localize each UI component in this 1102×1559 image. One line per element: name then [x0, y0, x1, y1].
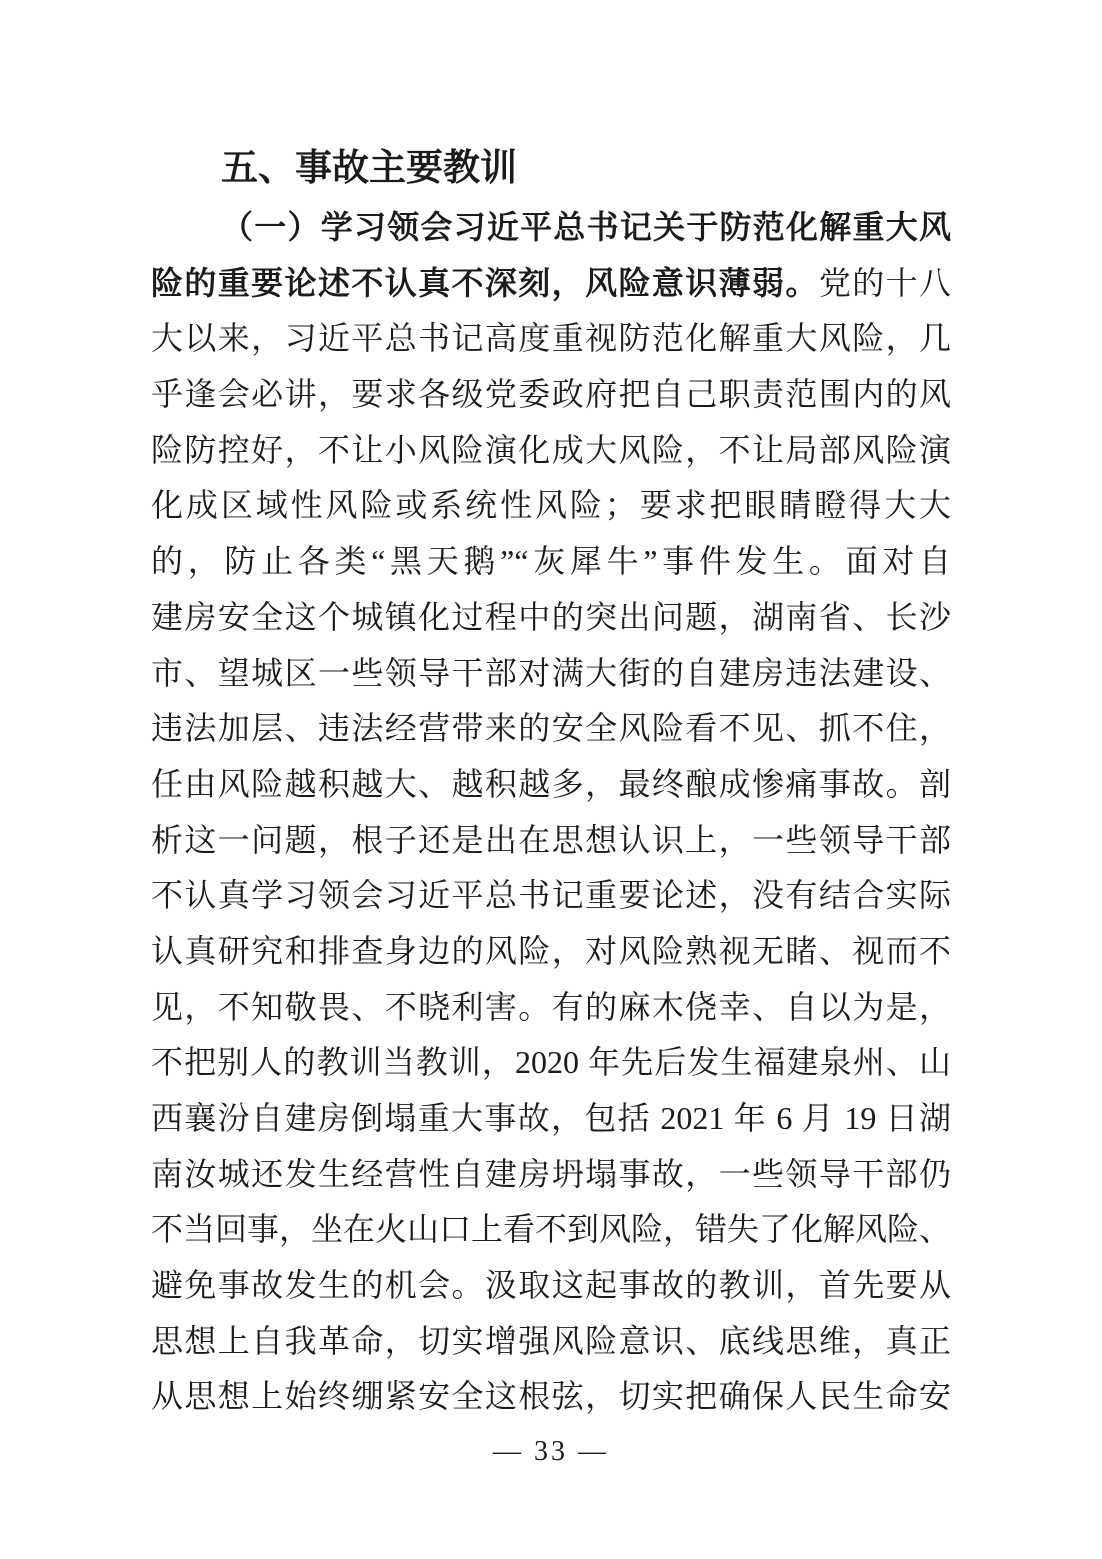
text-line: 南汝城还发生经营性自建房坍塌事故，一些领导干部仍 [151, 1155, 951, 1192]
section-heading: 五、事故主要教训 [221, 146, 517, 189]
lead-sentence-part: （一）学习领会习近平总书记关于防范化解重大风 [221, 209, 951, 245]
text-line: 乎逢会必讲，要求各级党委政府把自己职责范围内的风 [151, 376, 951, 413]
text-line: 险防控好，不让小风险演化成大风险，不让局部风险演 [151, 431, 951, 468]
text-line: 不当回事，坐在火山口上看不到风险，错失了化解风险、 [151, 1211, 952, 1248]
text-line [151, 256, 951, 312]
text-line [151, 200, 951, 256]
text-line: 市、望城区一些领导干部对满大街的自建房违法建设、 [151, 654, 951, 691]
lead-sentence-part: 险的重要论述不认真不深刻，风险意识薄弱。 [151, 264, 819, 301]
text-line: 西襄汾自建房倒塌重大事故，包括 2021 年 6 月 19 日湖 [151, 1100, 951, 1136]
text-line: 不认真学习领会习近平总书记重要论述，没有结合实际 [151, 877, 951, 914]
text-line: 大以来，习近平总书记高度重视防范化解重大风险，几 [151, 320, 951, 357]
text-line: 从思想上始终绷紧安全这根弦，切实把确保人民生命安 [151, 1378, 951, 1415]
text-line: 化成区域性风险或系统性风险；要求把眼睛瞪得大大 [151, 487, 951, 524]
text-line: 思想上自我革命，切实增强风险意识、底线思维，真正 [151, 1322, 951, 1359]
text-line: 任由风险越积越大、越积越多，最终酿成惨痛事故。剖 [151, 765, 951, 802]
text-line: 的，防止各类“黑天鹅”“灰犀牛”事件发生。面对自 [151, 543, 951, 580]
text-line: 析这一问题，根子还是出在思想认识上，一些领导干部 [151, 821, 951, 858]
page-number: — 33 — [493, 1436, 609, 1467]
text-line: 见，不知敬畏、不晓利害。有的麻木侥幸、自以为是， [151, 988, 951, 1025]
text-line: 建房安全这个城镇化过程中的突出问题，湖南省、长沙 [151, 598, 951, 635]
text-line: 避免事故发生的机会。汲取这起事故的教训，首先要从 [151, 1267, 951, 1304]
body-text-part: 党的十八 [818, 264, 951, 301]
text-line: 不把别人的教训当教训，2020 年先后发生福建泉州、山 [151, 1044, 951, 1081]
text-line: 违法加层、违法经营带来的安全风险看不见、抓不住， [151, 710, 951, 747]
text-line: 认真研究和排查身边的风险，对风险熟视无睹、视而不 [151, 932, 951, 969]
paragraph-body [151, 200, 951, 1425]
